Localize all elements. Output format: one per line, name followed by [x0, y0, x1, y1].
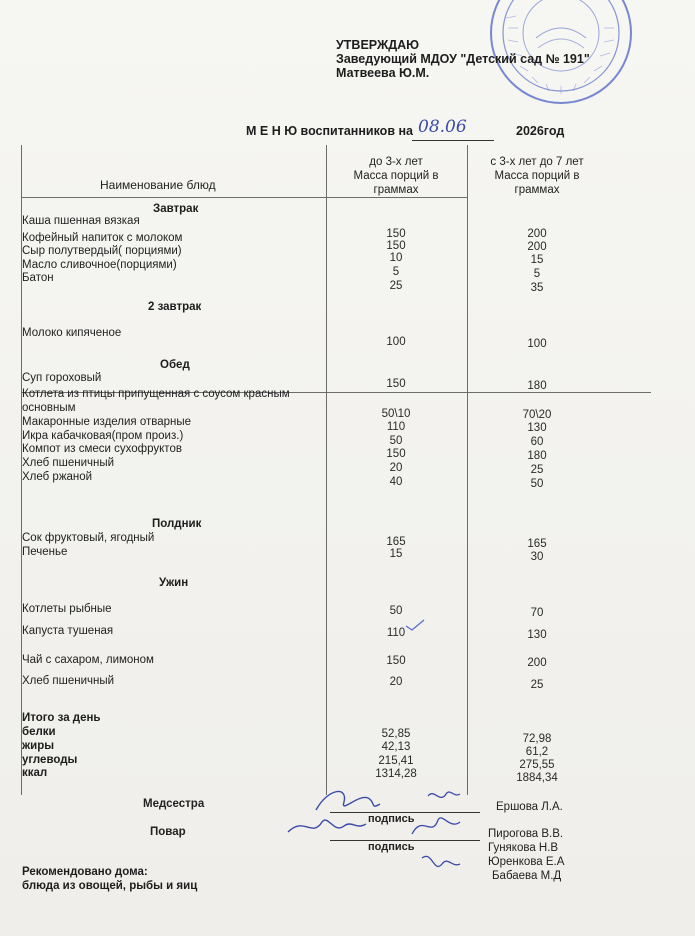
portion-a: 165 — [386, 536, 406, 548]
dish-name: Батон — [22, 272, 54, 284]
total-fat-a: 42,13 — [381, 741, 411, 753]
table-divider-1 — [326, 145, 327, 795]
portion-b: 70 — [530, 607, 544, 619]
approval-title: УТВЕРЖДАЮ — [336, 38, 420, 52]
portion-b: 100 — [527, 338, 547, 350]
header-col-a: до 3-х лет Масса порций в граммах — [353, 156, 439, 196]
total-protein-a: 52,85 — [381, 728, 411, 740]
portion-a: 50\10 — [381, 408, 411, 420]
dish-name: Котлеты рыбные — [22, 603, 112, 615]
portion-b: 30 — [530, 551, 544, 563]
portion-a: 110 — [386, 421, 406, 433]
dish-name: Хлеб пшеничный — [22, 675, 115, 687]
portion-b: 130 — [527, 629, 547, 641]
dish-name: Хлеб пшеничный — [22, 457, 115, 469]
portion-a: 150 — [386, 448, 406, 460]
total-carbs-label: углеводы — [22, 754, 78, 766]
handwritten-date: 08.06 — [418, 117, 467, 137]
dish-name: Масло сливочное(порциями) — [22, 259, 177, 271]
portion-b: 200 — [527, 657, 547, 669]
portion-a: 25 — [389, 280, 403, 292]
portion-a: 20 — [389, 462, 403, 474]
total-carbs-a: 215,41 — [378, 755, 414, 767]
dish-name: Макаронные изделия отварные — [22, 416, 192, 428]
header-bottom-line — [21, 197, 468, 198]
dish-name-cont: основным — [22, 402, 76, 414]
portion-a: 40 — [389, 476, 403, 488]
portion-b: 130 — [527, 422, 547, 434]
portion-b: 25 — [530, 679, 544, 691]
nurse-name: Ершова Л.А. — [496, 801, 563, 813]
dish-name: Чай с сахаром, лимоном — [22, 654, 154, 666]
dish-name: Суп гороховый — [22, 372, 102, 384]
section-dinner: Ужин — [159, 577, 189, 589]
portion-a: 10 — [389, 252, 403, 264]
portion-b: 180 — [527, 380, 547, 392]
dish-name: Кофейный напиток с молоком — [22, 232, 183, 244]
dish-name: Котлета из птицы припущенная с соусом красным — [22, 388, 290, 400]
dish-name: Сок фруктовый, ягодный — [22, 532, 155, 544]
portion-b: 165 — [527, 538, 547, 550]
dish-name: Хлеб ржаной — [22, 471, 93, 483]
section-second-breakfast: 2 завтрак — [148, 301, 202, 313]
dish-name: Печенье — [22, 546, 68, 558]
total-protein-b: 72,98 — [522, 733, 552, 745]
portion-a: 50 — [389, 435, 403, 447]
portion-b: 5 — [533, 268, 541, 280]
table-divider-2 — [467, 145, 468, 795]
date-underline — [412, 140, 494, 141]
approval-block — [336, 38, 590, 80]
cook-name-3: Юренкова Е.А — [488, 856, 565, 868]
recommendation-title: Рекомендовано дома: — [22, 866, 148, 878]
menu-title: М Е Н Ю воспитанников на — [246, 124, 413, 138]
portion-b: 25 — [530, 464, 544, 476]
portion-a: 150 — [386, 228, 406, 240]
dish-name: Молоко кипяченое — [22, 327, 122, 339]
total-carbs-b: 275,55 — [519, 759, 555, 771]
approval-position: Заведующий МДОУ "Детский сад № 191" — [336, 52, 590, 66]
total-fat-b: 61,2 — [525, 746, 549, 758]
total-kcal-a: 1314,28 — [375, 768, 417, 780]
dish-name: Каша пшенная вязкая — [22, 215, 140, 227]
portion-a: 20 — [389, 676, 403, 688]
section-lunch: Обед — [160, 359, 190, 371]
total-fat-label: жиры — [22, 740, 55, 752]
dish-name: Сыр полутвердый( порциями) — [22, 245, 182, 257]
totals-title: Итого за день — [22, 712, 101, 724]
dish-name: Икра кабачковая(пром произ.) — [22, 430, 184, 442]
portion-a: 5 — [392, 266, 400, 278]
portion-b: 60 — [530, 436, 544, 448]
header-dish-name: Наименование блюд — [100, 178, 216, 192]
portion-b: 35 — [530, 282, 544, 294]
dish-name: Капуста тушеная — [22, 625, 114, 637]
portion-a: 50 — [389, 605, 403, 617]
portion-b: 200 — [527, 228, 547, 240]
portion-b: 200 — [527, 241, 547, 253]
total-kcal-b: 1884,34 — [516, 772, 558, 784]
section-snack: Полдник — [152, 518, 202, 530]
portion-b: 15 — [530, 254, 544, 266]
portion-a: 15 — [389, 548, 403, 560]
dish-name: Компот из смеси сухофруктов — [22, 443, 182, 455]
header-col-b: с 3-х лет до 7 лет Масса порций в граммах — [490, 156, 584, 196]
recommendation-text: блюда из овощей, рыбы и яиц — [22, 880, 198, 892]
portion-a: 100 — [386, 336, 406, 348]
cook-role: Повар — [150, 826, 186, 838]
menu-year: 2026год — [516, 124, 565, 138]
section-breakfast: Завтрак — [153, 203, 199, 215]
check-mark-icon — [404, 618, 426, 632]
approval-name: Матвеева Ю.М. — [336, 66, 430, 80]
nurse-role: Медсестра — [143, 798, 205, 810]
signature-label: подпись — [368, 813, 415, 825]
portion-a: 150 — [386, 378, 406, 390]
portion-a: 110 — [386, 627, 406, 639]
portion-b: 70\20 — [522, 409, 552, 421]
portion-b: 180 — [527, 450, 547, 462]
total-protein-label: белки — [22, 726, 56, 738]
portion-b: 50 — [530, 478, 544, 490]
cook-name-1: Пирогова В.В. — [488, 828, 564, 840]
signature-label-2: подпись — [368, 841, 415, 853]
total-kcal-label: ккал — [22, 767, 48, 779]
cook-name-4: Бабаева М.Д — [492, 870, 562, 882]
cook-name-2: Гунякова Н.В — [488, 842, 559, 854]
portion-a: 150 — [386, 655, 406, 667]
portion-a: 150 — [386, 240, 406, 252]
